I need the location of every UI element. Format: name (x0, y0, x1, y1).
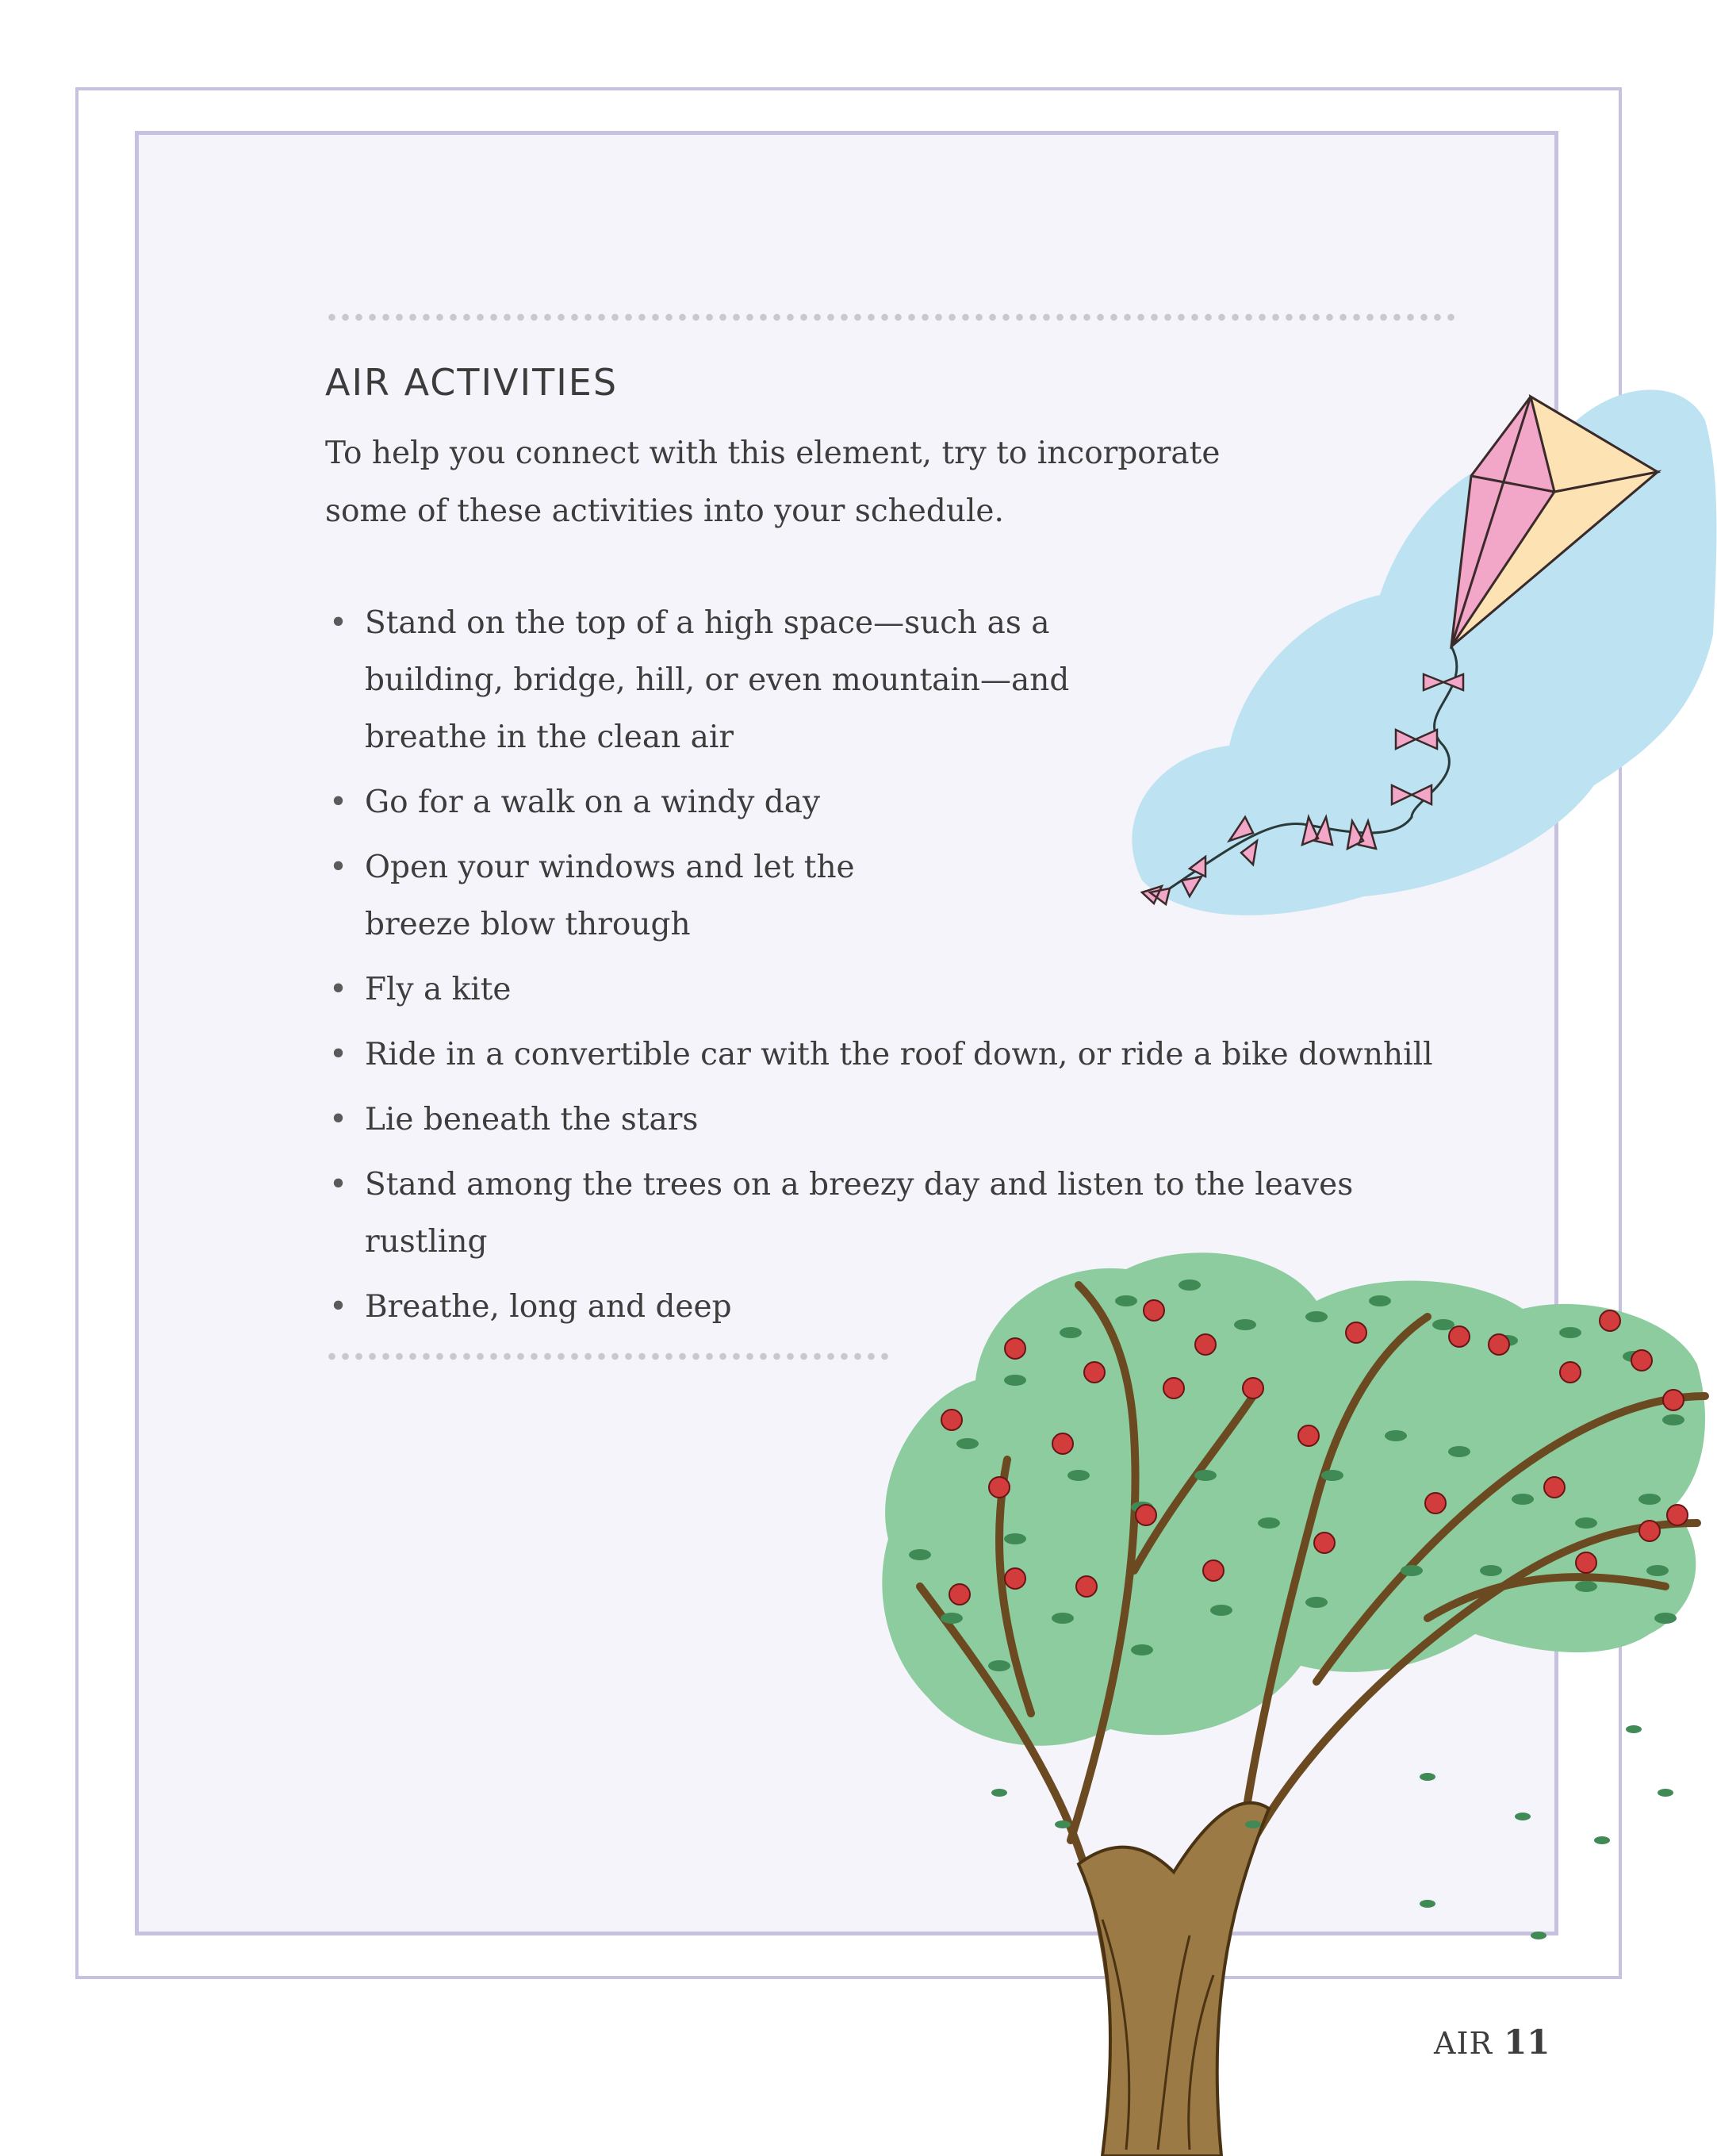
kite-icon (1110, 373, 1717, 944)
section-heading: AIR ACTIVITIES (325, 361, 619, 404)
intro-paragraph: To help you connect with this element, try to incorporate some of these activities into your schedule. (325, 435, 1221, 529)
list-item: • Breathe, long and deep (325, 1279, 1435, 1336)
apple-tree-icon (872, 1237, 1717, 2156)
list-item: • Stand among the trees on a breezy day and listen to the leaves rustling (325, 1157, 1435, 1271)
dotted-divider-top (325, 313, 1455, 321)
list-item: • Ride in a convertible car with the roof down, or ride a bike downhill (325, 1026, 1435, 1084)
list-item: • Fly a kite (325, 961, 1435, 1019)
section-label: AIR (1434, 2026, 1493, 2061)
list-item: • Open your windows and let the breeze blow through (325, 839, 968, 953)
dotted-divider-bottom (325, 1352, 892, 1360)
list-item: • Stand on the top of a high space—such as a building, bridge, hill, or even mountain—and breathe in the clean air (325, 595, 1158, 766)
page-number: 11 (1504, 2023, 1550, 2062)
list-item: • Lie beneath the stars (325, 1091, 1435, 1149)
page-footer (1434, 2023, 1550, 2062)
list-item: • Go for a walk on a windy day (325, 774, 1435, 831)
foliage (882, 1253, 1705, 1746)
